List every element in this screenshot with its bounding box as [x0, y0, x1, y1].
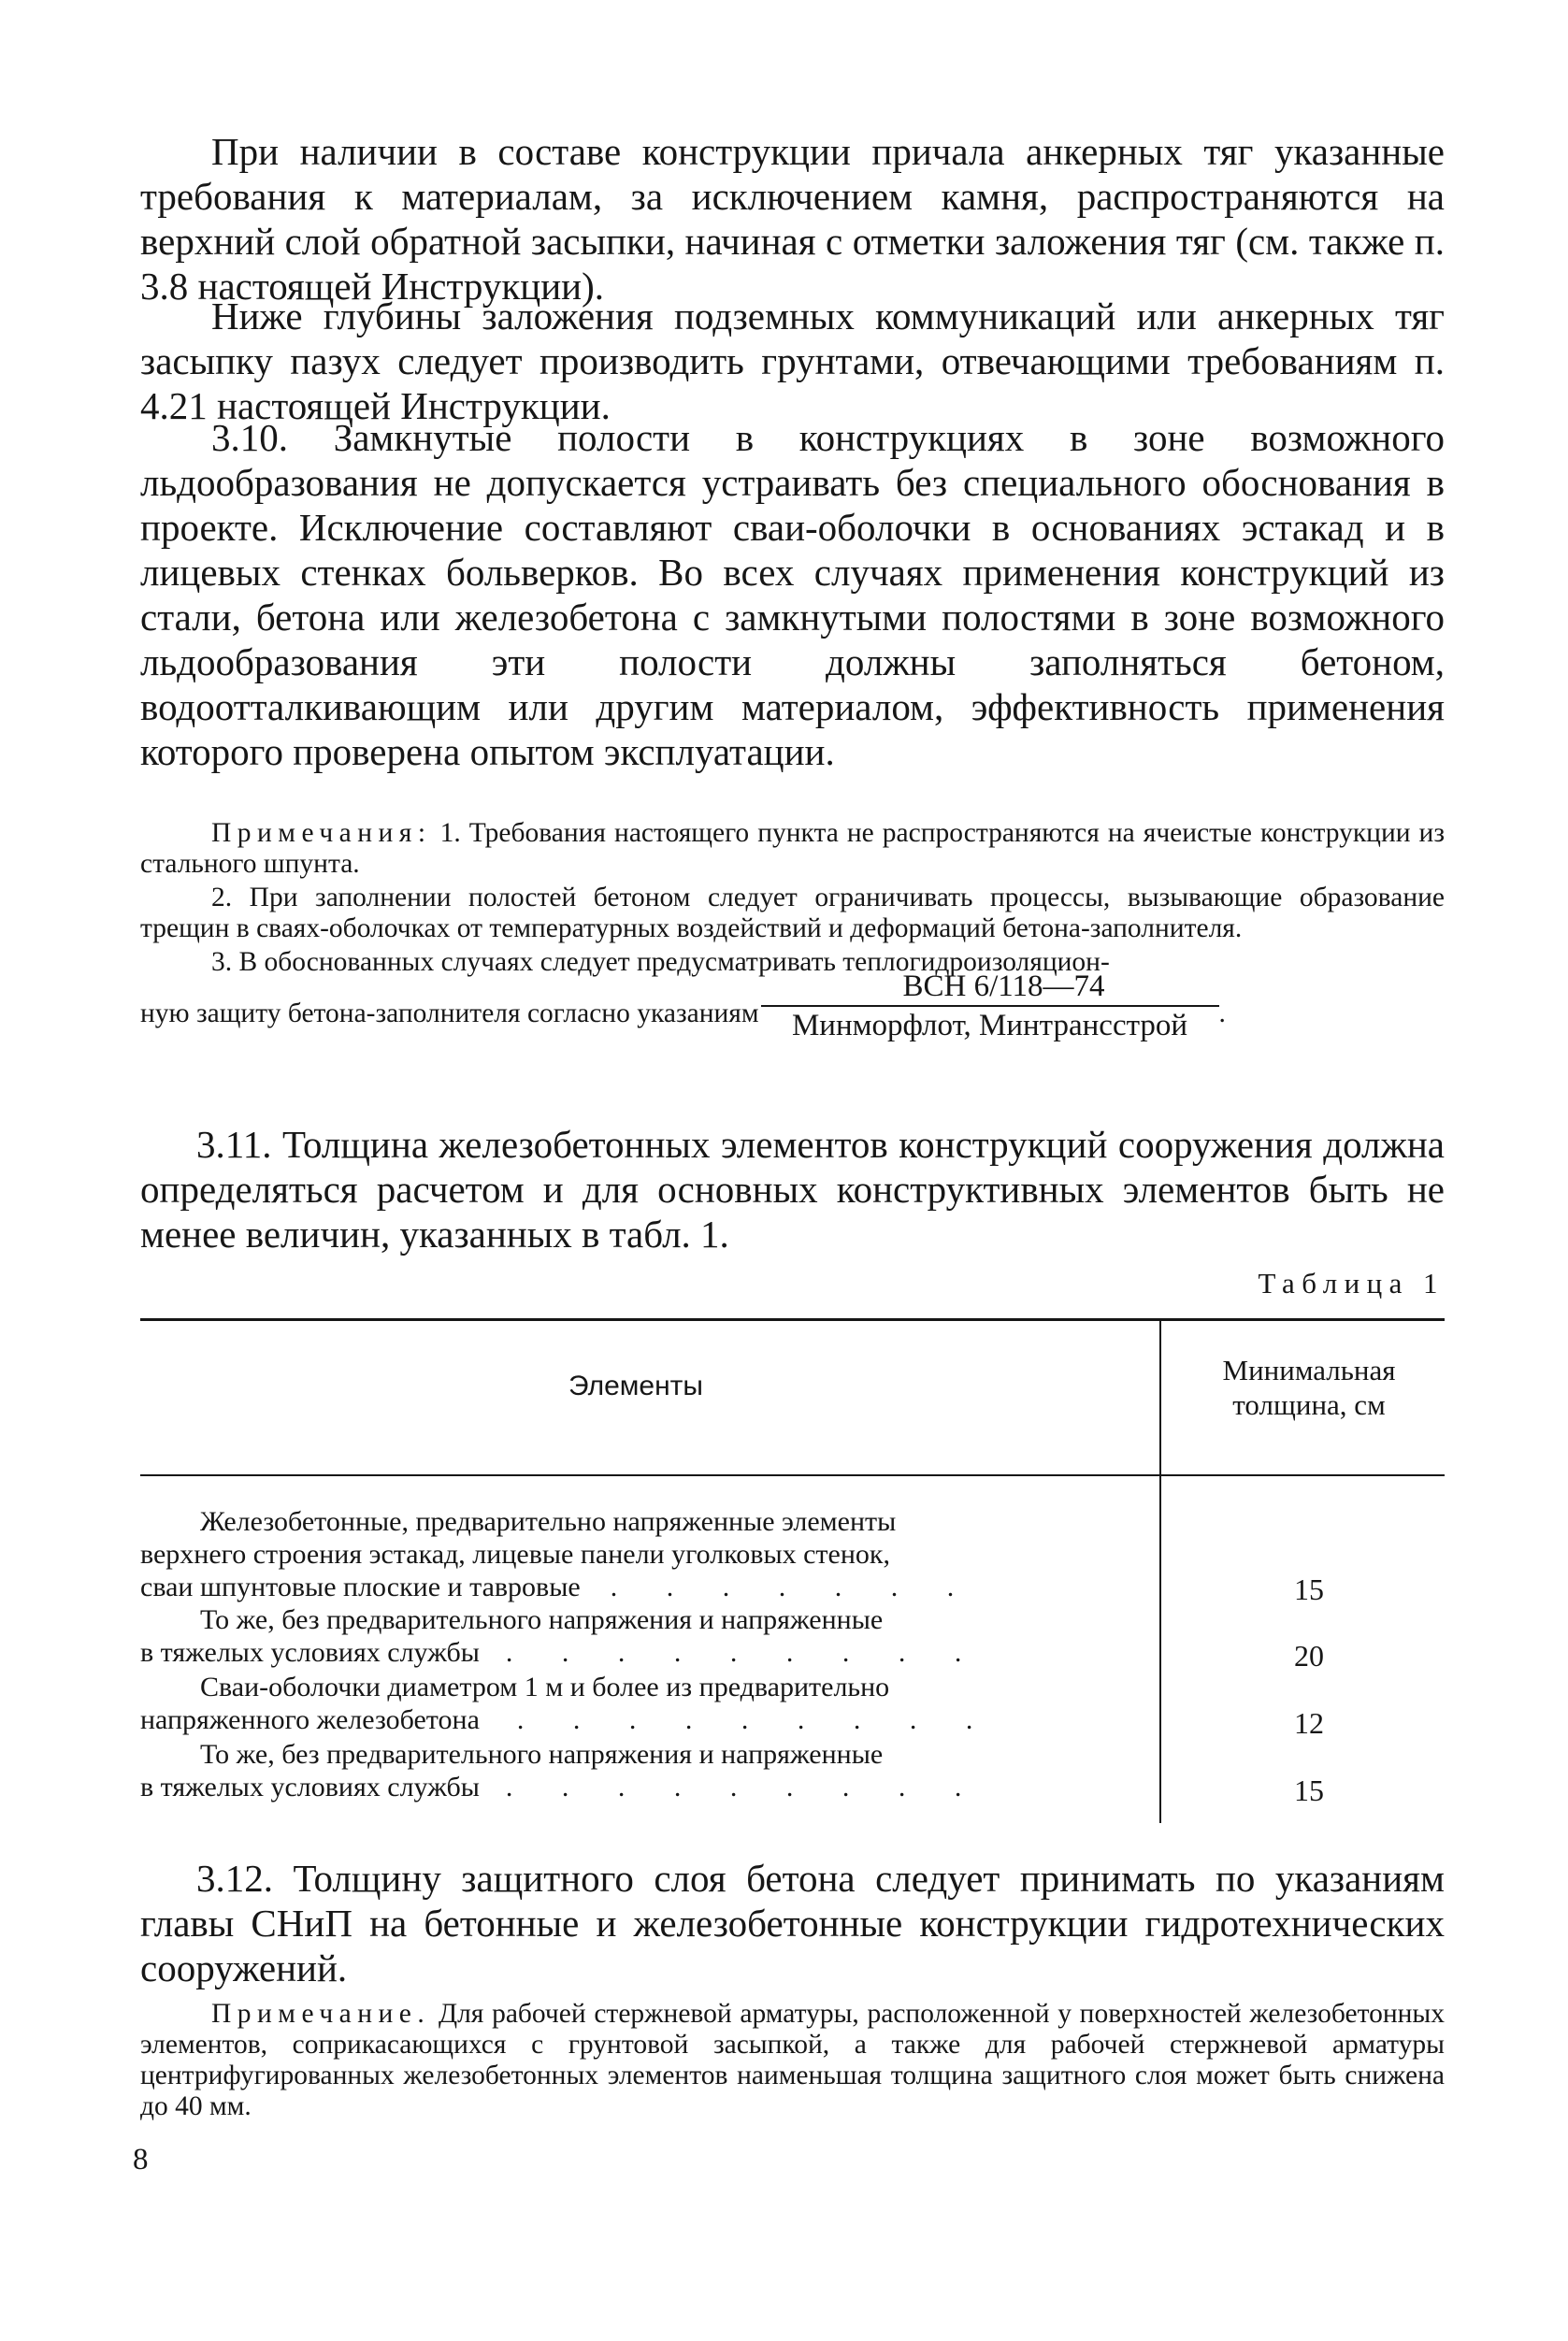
- note-3-12: Примечание. Для рабочей стержневой арматуры, расположенной у поверхностей железобетонных элементов, соприкасающихся с грунтовой засыпкой, а также для рабочей стержневой арматуры центрифугированных железобетонных элементов наименьшая толщина защитного слоя может быть снижена до 40 мм.: [140, 1999, 1446, 2121]
- notes-3-10: [140, 818, 1445, 1053]
- paragraph-anchor-rods: При наличии в составе конструкции причала анкерных тяг указанные требования к материалам, за исключением камня, распространяются на верхний слой обратной засыпки, начиная с отметки заложения тяг (см. также п. 3.8 настоящей Инструкции).: [140, 130, 1445, 308]
- note-label: Примечание.: [211, 1999, 431, 2029]
- note-3-10-2: 2. При заполнении полостей бетоном следует ограничивать процессы, вызывающие образование трещин в сваях-оболочках от температурных воздействий и деформаций бетона-заполнителя.: [140, 883, 1445, 943]
- table-row: То же, без предварительного напряжения и напряженные в тяжелых условиях службы . . . . . . . . .: [140, 1739, 983, 1802]
- notes-label: Примечания:: [211, 818, 432, 848]
- table-header-rule: [140, 1474, 1445, 1476]
- note-3-10-1: Примечания: 1. Требования настоящего пункта не распространяются на ячеистые конструкции из стального шпунта.: [140, 818, 1445, 879]
- table-row: То же, без предварительного напряжения и напряженные в тяжелых условиях службы . . . . . . . . .: [140, 1604, 983, 1668]
- table-cell-value: 12: [1294, 1706, 1324, 1740]
- paragraph-backfill-depth: Ниже глубины заложения подземных коммуникаций или анкерных тяг засыпку пазух следует производить грунтами, отвечающими требованиям п. 4.21 настоящей Инструкции.: [140, 294, 1445, 427]
- page-number: 8: [133, 2143, 149, 2176]
- note-3-10-3: 3. В обоснованных случаях следует предусматривать теплогидроизоляцион-: [211, 947, 1110, 977]
- table-header-elements: Элементы: [568, 1371, 703, 1401]
- norm-reference-fraction: $\frac{\text{ВСН 6/118—74}}{\text{Минморфлот, Минтрансстрой}}$: [761, 969, 1219, 1043]
- table-cell-value: 15: [1294, 1774, 1324, 1807]
- paragraph-3-10: 3.10. Замкнутые полости в конструкциях в зоне возможного льдообразования не допускается устраивать без специального обоснования в проекте. Исключение составляют сваи-оболочки в основаниях эстакад и в лицевых стенках больверков. Во всех случаях применения конструкций из стали, бетона или железобетона с замкнутыми полостями в зоне возможного льдообразования эти полости должны заполняться бетоном, водоотталкивающим или другим материалом, эффективность применения которого проверена опытом эксплуатации.: [140, 416, 1445, 773]
- paragraph-3-11: 3.11. Толщина железобетонных элементов конструкций сооружения должна определяться расчетом и для основных конструктивных элементов быть не менее величин, указанных в табл. 1.: [140, 1123, 1445, 1256]
- fraction-bar: [761, 1005, 1219, 1007]
- table-row: Сваи-оболочки диаметром 1 м и более из предварительно напряженного железобетона . . . . . . . . .: [140, 1672, 994, 1735]
- table-row: Железобетонные, предварительно напряженные элементы верхнего строения эстакад, лицевые панели уголковых стенок, сваи шпунтовые плоские и тавровые . . . . . . .: [140, 1506, 975, 1602]
- note-3-10-3-cont: ную защиту бетона-заполнителя согласно указаниям $\frac{\text{ВСН 6/118—74}}{\text{Минморфлот, Минтрансстрой}}$ .: [140, 969, 1226, 1042]
- table-cell-value: 15: [1294, 1573, 1324, 1606]
- table-header-thickness: Минимальная толщина, см: [1222, 1354, 1396, 1421]
- table-column-divider: [1159, 1320, 1161, 1823]
- table-caption: Таблица 1: [1258, 1267, 1445, 1300]
- paragraph-3-12: 3.12. Толщину защитного слоя бетона следует принимать по указаниям главы СНиП на бетонные и железобетонные конструкции гидротехнических сооружений.: [140, 1857, 1445, 1989]
- table-cell-value: 20: [1294, 1639, 1324, 1673]
- table-top-rule: [140, 1318, 1445, 1321]
